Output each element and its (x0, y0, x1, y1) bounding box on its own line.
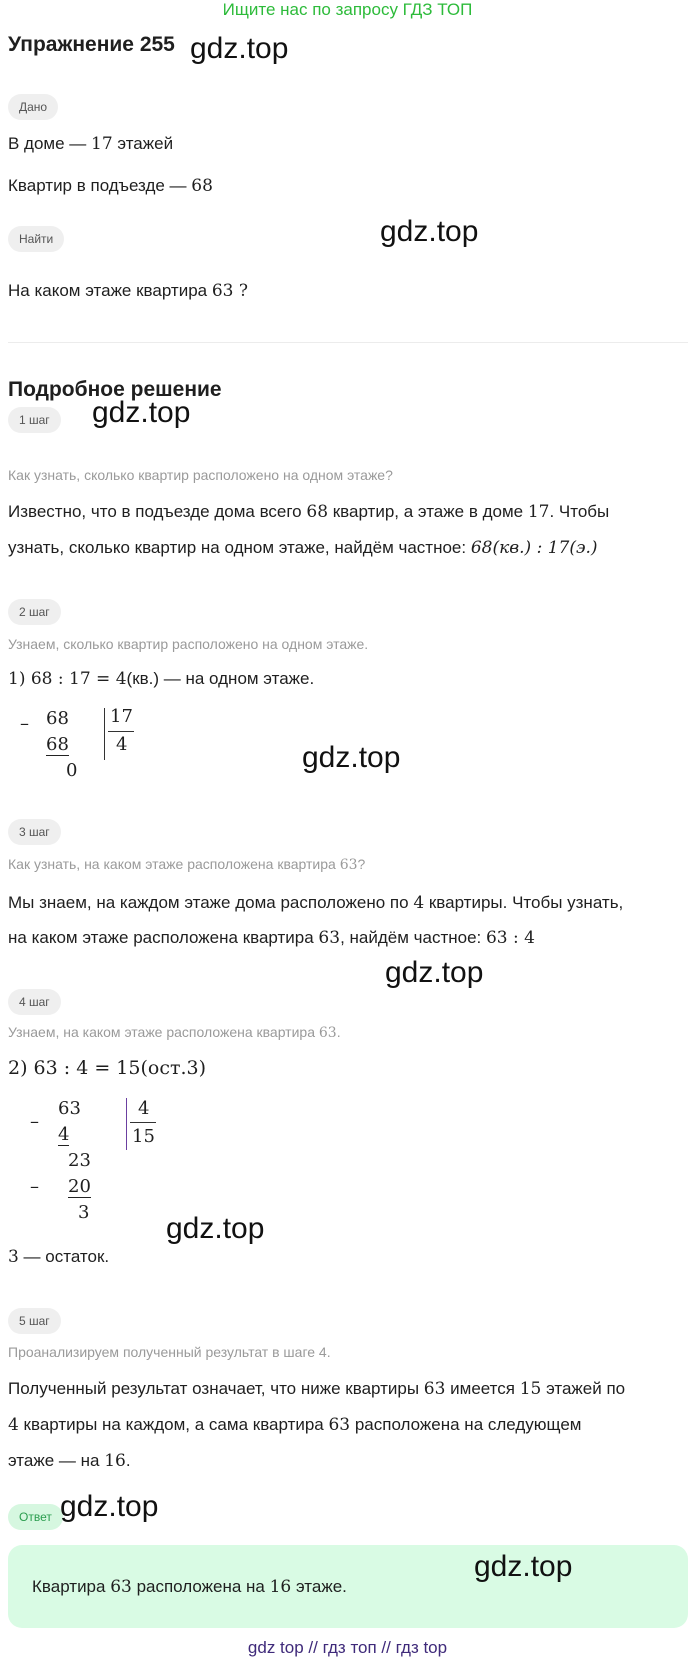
watermark: gdz.top (385, 956, 484, 989)
division-subtrahend: 68 (46, 734, 69, 755)
division-bar (108, 731, 134, 732)
footer-links[interactable]: gdz top // гдз топ // гдз top (247, 1638, 448, 1657)
find-question: На каком этаже квартира 63 ? (8, 281, 249, 301)
division-divisor: 4 (138, 1098, 150, 1119)
given-badge: Дано (8, 94, 58, 120)
watermark: gdz.top (302, 741, 401, 774)
step-badge: 5 шаг (8, 1308, 61, 1334)
watermark: gdz.top (380, 215, 479, 248)
division-divisor: 17 (110, 706, 133, 727)
step-text: Известно, что в подъезде дома всего 68 квартир, а этаже в доме 17. Чтобы (8, 502, 610, 522)
division-bar (126, 1098, 127, 1150)
division-dividend: 63 (58, 1098, 81, 1119)
watermark: gdz.top (60, 1490, 159, 1523)
division-minus: – (30, 1176, 39, 1197)
step-hint: Как узнать, сколько квартир расположено на одном этаже? (8, 467, 393, 483)
step-expression: 1) 68 : 17 = 4(кв.) — на одном этаже. (8, 669, 315, 689)
step-text: узнать, сколько квартир на одном этаже, найдём частное: 68(кв.) : 17(э.) (8, 538, 598, 558)
watermark: gdz.top (474, 1550, 573, 1583)
answer-badge: Ответ (8, 1504, 63, 1530)
solution-title: Подробное решение (8, 378, 222, 401)
page-title: Упражнение 255 (8, 33, 175, 56)
step-text: Полученный результат означает, что ниже квартиры 63 имеется 15 этажей по (8, 1379, 626, 1399)
step-text: этаже — на 16. (8, 1451, 131, 1471)
step-text: на каком этаже расположена квартира 63, найдём частное: 63 : 4 (8, 928, 535, 948)
step-hint: Как узнать, на каком этаже расположена квартира 63? (8, 856, 366, 873)
division-bar (104, 708, 105, 760)
division-dividend: 68 (46, 708, 69, 729)
find-badge: Найти (8, 226, 64, 252)
division-subtrahend: 4 (58, 1124, 70, 1145)
given-line-apartments: Квартир в подъезде — 68 (8, 176, 213, 196)
answer-text: Квартира 63 расположена на 16 этаже. (32, 1577, 347, 1597)
step-text: Мы знаем, на каждом этаже дома расположено по 4 квартиры. Чтобы узнать, (8, 893, 624, 913)
division-quotient: 4 (116, 734, 128, 755)
watermark: gdz.top (166, 1212, 265, 1245)
step-hint: Узнаем, сколько квартир расположено на одном этаже. (8, 636, 369, 652)
step-hint: Проанализируем полученный результат в шаге 4. (8, 1344, 331, 1360)
remainder-note: 3 — остаток. (8, 1247, 110, 1267)
step-expression: 2) 63 : 4 = 15(ост.3) (8, 1057, 207, 1079)
watermark: gdz.top (190, 32, 289, 65)
step-badge: 4 шаг (8, 989, 61, 1015)
given-line-floors: В доме — 17 этажей (8, 134, 174, 154)
division-remainder: 0 (66, 760, 78, 781)
division-minus: – (30, 1111, 39, 1132)
watermark: gdz.top (92, 396, 191, 429)
step-badge: 2 шаг (8, 599, 61, 625)
step-hint: Узнаем, на каком этаже расположена квартира 63. (8, 1024, 341, 1041)
section-divider (8, 342, 688, 343)
division-subtrahend: 20 (68, 1176, 91, 1197)
division-quotient: 15 (132, 1126, 155, 1147)
division-partial: 23 (68, 1150, 91, 1171)
step-badge: 3 шаг (8, 819, 61, 845)
step-badge: 1 шаг (8, 407, 61, 433)
search-banner: Ищите нас по запросу ГДЗ ТОП (222, 0, 473, 19)
step-text: 4 квартиры на каждом, а сама квартира 63 расположена на следующем (8, 1415, 582, 1435)
division-minus: – (20, 713, 29, 734)
division-remainder: 3 (78, 1202, 90, 1223)
division-bar (130, 1122, 156, 1123)
